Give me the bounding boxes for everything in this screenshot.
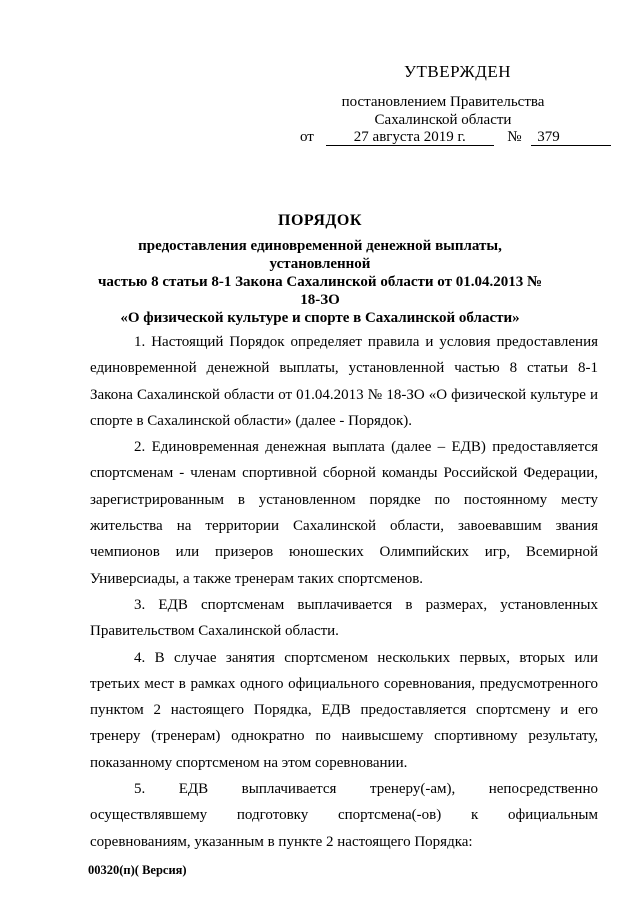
subtitle-line-2: частью 8 статьи 8-1 Закона Сахалинской области от 01.04.2013 № 18-ЗО <box>97 274 543 308</box>
document-title: ПОРЯДОК <box>278 212 362 229</box>
document-body <box>90 329 598 855</box>
paragraph-2: 2. Единовременная денежная выплата (далее – ЕДВ) предоставляется спортсменам - членам спортивной сборной команды Российской Федерации, зарегистрированным в установленном порядке по постоянному месту жительства на территории Сахалинской области, завоевавшим звания чемпионов или призеров юношеских Олимпийских игр, Всемирной Универсиады, а также тренерам таких спортсменов. <box>90 439 598 587</box>
subtitle-line-1: предоставления единовременной денежной выплаты, установленной <box>138 238 502 272</box>
paragraph-1: 1. Настоящий Порядок определяет правила и условия предоставления единовременной денежной выплаты, установленной частью 8 статьи 8-1 Закона Сахалинской области от 01.04.2013 № 18-ЗО «О физической культуре и спорте в Сахалинской области» (далее - Порядок). <box>90 334 598 429</box>
resolution-date: 27 августа 2019 г. <box>326 129 494 146</box>
document-footer-code: 00320(п)( Версия) <box>88 863 187 877</box>
subtitle-line-3: «О физической культуре и спорте в Сахалинской области» <box>120 310 520 326</box>
resolution-line: постановлением Правительства <box>341 94 545 110</box>
number-label: № <box>507 129 522 145</box>
resolution-number: 379 <box>531 129 611 146</box>
from-label: от <box>300 129 314 145</box>
paragraph-5: 5. ЕДВ выплачивается тренеру(-ам), непосредственно осуществлявшему подготовку спортсмена(-ов) к официальным соревнованиям, указанным в пункте 2 настоящего Порядка: <box>90 781 598 850</box>
paragraph-3: 3. ЕДВ спортсменам выплачивается в размерах, установленных Правительством Сахалинской области. <box>90 596 598 640</box>
date-number-row <box>300 129 611 146</box>
document-subtitle <box>90 237 550 327</box>
approved-heading: УТВЕРЖДЕН <box>404 62 511 81</box>
region-line: Сахалинской области <box>374 112 512 128</box>
paragraph-4: 4. В случае занятия спортсменом нескольких первых, вторых или третьих мест в рамках одного официального соревнования, предусмотренного пунктом 2 настоящего Порядка, ЕДВ предоставляется спортсмену и его тренеру (тренерам) однократно по наивысшему спортивному результату, показанному спортсменом на этом соревновании. <box>90 649 598 771</box>
